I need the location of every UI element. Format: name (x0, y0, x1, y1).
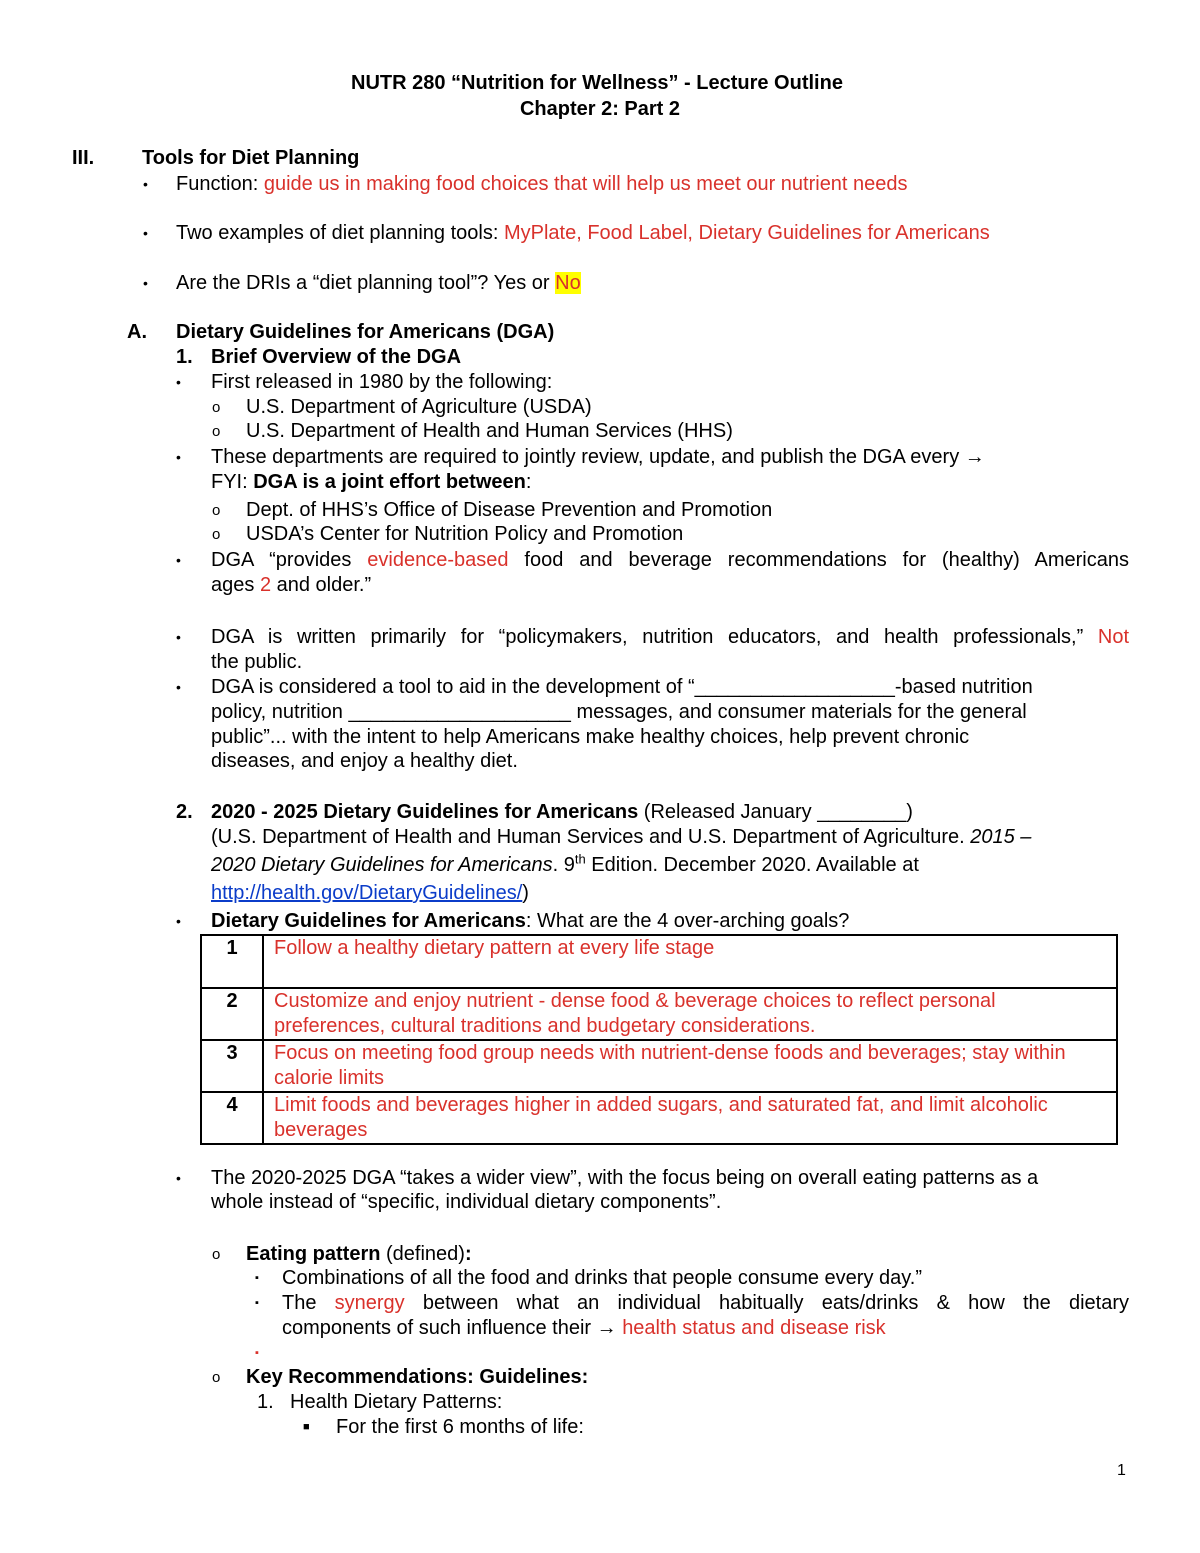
citation-line-2 (211, 853, 919, 877)
eating-pattern-colon: : (464, 1243, 472, 1265)
citation-text: Edition. December 2020. Available at (585, 854, 919, 876)
hdp-item: Health Dietary Patterns: (290, 1391, 503, 1413)
bullet-icon: • (176, 629, 181, 645)
goal-number: 2 (201, 988, 263, 1040)
goals-question-line (211, 909, 849, 933)
goal-number: 1 (201, 935, 263, 988)
wider-line-1: The 2020-2025 DGA “takes a wider view”, with the focus being on overall eating patterns as a (211, 1167, 1039, 1189)
first-six-months: For the first 6 months of life: (336, 1416, 584, 1438)
section-a-heading: Dietary Guidelines for Americans (DGA) (176, 321, 555, 343)
written-line-2: the public. (211, 651, 303, 673)
function-label: Function: (176, 173, 264, 195)
combinations-item: Combinations of all the food and drinks that people consume every day.” (282, 1267, 922, 1289)
section-heading: Tools for Diet Planning (142, 147, 360, 169)
examples-line (176, 221, 990, 245)
sub2-number: 2. (176, 801, 193, 823)
square-bullet-icon: ▪ (255, 1272, 259, 1284)
citation-superscript: th (574, 851, 586, 867)
bullet-icon: • (176, 679, 181, 695)
table-row (201, 1092, 1117, 1144)
provides-text: food and beverage recommendations for (healthy) Americans (508, 549, 1129, 571)
bullet-icon: • (143, 225, 148, 241)
wider-line-2: whole instead of “specific, individual dietary components”. (211, 1191, 722, 1213)
goal-number: 3 (201, 1040, 263, 1092)
usda-item: U.S. Department of Agriculture (USDA) (246, 396, 592, 418)
square-bullet-icon: ▪ (255, 1347, 259, 1359)
usda-center-item: USDA’s Center for Nutrition Policy and Promotion (246, 523, 684, 545)
provides-text: DGA “provides (211, 549, 368, 571)
document-title: NUTR 280 “Nutrition for Wellness” - Lecture Outline (351, 72, 843, 94)
fyi-line (211, 470, 531, 494)
circle-bullet-icon: o (212, 399, 221, 416)
dietary-guidelines-link[interactable]: http://health.gov/DietaryGuidelines/ (211, 882, 523, 904)
citation-line-3 (211, 881, 529, 905)
page-number: 1 (1117, 1462, 1126, 1479)
eating-pattern-rest: (defined) (380, 1243, 465, 1265)
citation-italic: 2015 – (970, 826, 1032, 848)
goal-text: Follow a healthy dietary pattern at every life stage (263, 935, 1117, 988)
bullet-icon: • (176, 913, 181, 929)
written-text: DGA is written primarily for “policymakers, nutrition educators, and health professionals,” (211, 626, 1098, 648)
citation-line-1 (211, 825, 1031, 849)
circle-bullet-icon: o (212, 1246, 221, 1263)
circle-bullet-icon: o (212, 1369, 221, 1386)
considered-line-1: DGA is considered a tool to aid in the development of “__________________-based nutrition (211, 676, 1033, 698)
provides-text: and older.” (271, 574, 372, 596)
written-line-1 (211, 625, 1129, 649)
required-line: These departments are required to jointly review, update, and publish the DGA every → (211, 446, 985, 468)
table-row (201, 1040, 1117, 1092)
first-released: First released in 1980 by the following: (211, 371, 553, 393)
goals-table (200, 934, 1118, 1145)
section-numeral: III. (72, 147, 95, 169)
circle-bullet-icon: o (212, 502, 221, 519)
square-bullet-icon: ■ (303, 1421, 310, 1433)
sub2-heading: 2020 - 2025 Dietary Guidelines for Americans (211, 801, 639, 823)
synergy-text: components of such influence their → (282, 1317, 623, 1339)
function-answer: guide us in making food choices that will help us meet our nutrient needs (263, 173, 908, 195)
dri-line (176, 271, 581, 295)
synergy-line-1 (282, 1291, 1129, 1315)
sub1-number: 1. (176, 346, 193, 368)
considered-line-4: diseases, and enjoy a healthy diet. (211, 750, 518, 772)
examples-label: Two examples of diet planning tools: (176, 222, 504, 244)
goal-text: Customize and enjoy nutrient - dense food & beverage choices to reflect personal preferences, cultural traditions and budgetary considerations. (263, 988, 1117, 1040)
bullet-icon: • (176, 1170, 181, 1186)
sub2-released: (Released January ________) (638, 801, 913, 823)
provides-text: ages (211, 574, 260, 596)
fyi-colon: : (525, 471, 532, 493)
health-status-answer: health status and disease risk (622, 1317, 886, 1339)
dri-label: Are the DRIs a “diet planning tool”? Yes or (176, 272, 556, 294)
not-answer: Not (1097, 626, 1129, 648)
provides-line-2 (211, 573, 371, 597)
fyi-label: FYI: (211, 471, 254, 493)
provides-line-1 (211, 548, 1129, 572)
function-line (176, 172, 908, 196)
citation-italic: 2020 Dietary Guidelines for Americans (211, 854, 553, 876)
goal-text: Limit foods and beverages higher in added sugars, and saturated fat, and limit alcoholic beverages (263, 1092, 1117, 1144)
goal-number: 4 (201, 1092, 263, 1144)
bullet-icon: • (176, 552, 181, 568)
eating-pattern-bold: Eating pattern (246, 1243, 381, 1265)
sub1-heading: Brief Overview of the DGA (211, 346, 462, 368)
dept-hhs-item: Dept. of HHS’s Office of Disease Prevention and Promotion (246, 499, 773, 521)
synergy-line-2 (282, 1316, 886, 1340)
goals-question: : What are the 4 over-arching goals? (525, 910, 850, 932)
goal-text: Focus on meeting food group needs with nutrient-dense foods and beverages; stay within calorie limits (263, 1040, 1117, 1092)
goals-bold: Dietary Guidelines for Americans (211, 910, 526, 932)
synergy-text: The (282, 1292, 335, 1314)
hdp-number: 1. (257, 1391, 274, 1413)
table-row (201, 988, 1117, 1040)
synergy-text: between what an individual habitually eats/drinks & how the dietary (404, 1292, 1129, 1314)
key-recommendations: Key Recommendations: Guidelines: (246, 1366, 589, 1388)
dri-answer-highlight: No (555, 272, 581, 294)
age-answer: 2 (259, 574, 272, 596)
bullet-icon: • (143, 176, 148, 192)
eating-pattern-line (246, 1242, 472, 1266)
fyi-bold: DGA is a joint effort between (253, 471, 526, 493)
bullet-icon: • (176, 449, 181, 465)
section-letter: A. (127, 321, 147, 343)
synergy-answer: synergy (334, 1292, 405, 1314)
examples-answer: MyPlate, Food Label, Dietary Guidelines for Americans (503, 222, 990, 244)
sub2-line (211, 800, 913, 824)
considered-line-3: public”... with the intent to help Americans make healthy choices, help prevent chronic (211, 726, 970, 748)
square-bullet-icon: ▪ (255, 1297, 259, 1309)
hhs-item: U.S. Department of Health and Human Services (HHS) (246, 420, 733, 442)
table-row (201, 935, 1117, 988)
bullet-icon: • (143, 275, 148, 291)
citation-text: . 9 (552, 854, 575, 876)
citation-text: (U.S. Department of Health and Human Services and U.S. Department of Agriculture. (211, 826, 971, 848)
evidence-based-answer: evidence-based (367, 549, 509, 571)
bullet-icon: • (176, 374, 181, 390)
circle-bullet-icon: o (212, 526, 221, 543)
circle-bullet-icon: o (212, 423, 221, 440)
document-subtitle: Chapter 2: Part 2 (519, 98, 681, 120)
citation-close: ) (522, 882, 529, 904)
considered-line-2: policy, nutrition ____________________ messages, and consumer materials for the general (211, 701, 1027, 723)
